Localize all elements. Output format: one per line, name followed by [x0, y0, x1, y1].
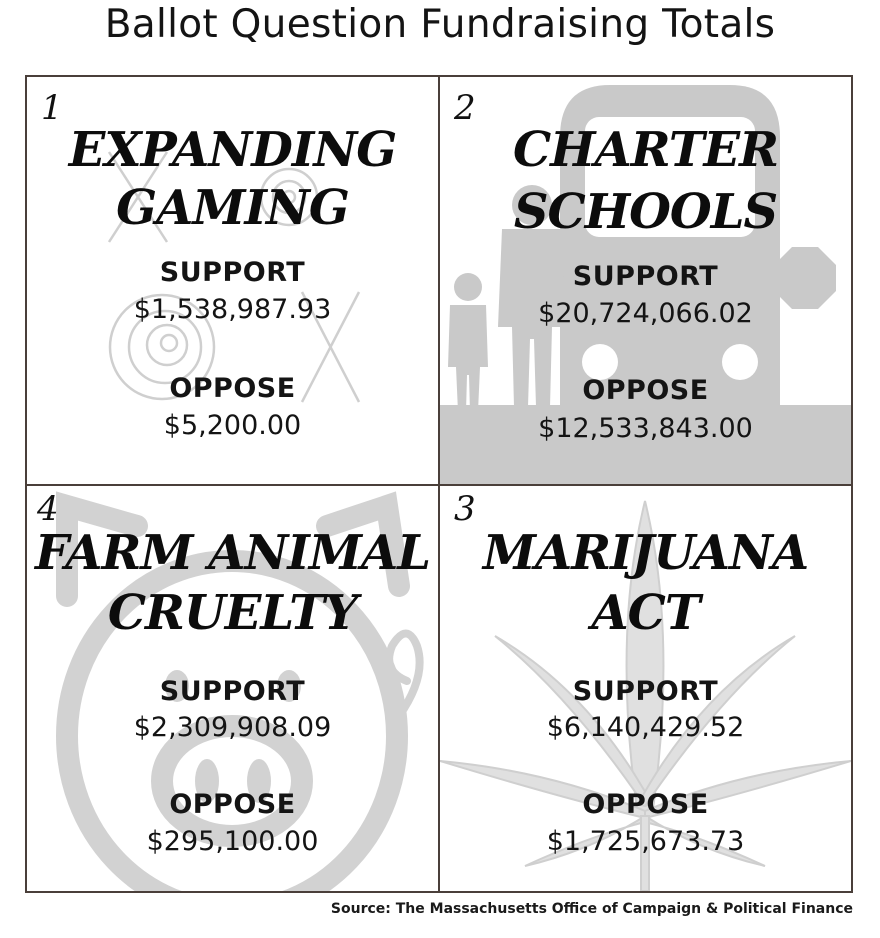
support-label: SUPPORT [159, 257, 306, 288]
oppose-amount: $5,200.00 [163, 410, 302, 441]
question-title-line1: MARIJUANA [482, 525, 809, 581]
oppose-label: OPPOSE [169, 373, 296, 404]
question-card-expanding-gaming [27, 77, 440, 486]
oppose-amount: $1,725,673.73 [546, 826, 745, 857]
support-amount: $6,140,429.52 [546, 712, 745, 743]
oppose-amount: $295,100.00 [146, 826, 319, 857]
support-label: SUPPORT [572, 261, 719, 292]
oppose-label: OPPOSE [582, 375, 709, 406]
oppose-amount: $12,533,843.00 [538, 413, 753, 444]
question-title-line1: CHARTER [512, 122, 779, 178]
question-card-charter-schools [440, 77, 851, 486]
question-card-farm-animal-cruelty [27, 486, 440, 891]
support-label: SUPPORT [159, 676, 306, 707]
question-title-line2: GAMING [116, 180, 349, 236]
question-title-line1: EXPANDING [68, 122, 397, 178]
question-title-line1: FARM ANIMAL [35, 525, 430, 581]
question-number: 4 [37, 489, 59, 529]
support-amount: $1,538,987.93 [133, 294, 332, 325]
question-number: 1 [41, 88, 63, 128]
question-title-line2: SCHOOLS [513, 184, 778, 240]
question-title-line2: CRUELTY [107, 585, 358, 641]
oppose-label: OPPOSE [582, 789, 709, 820]
question-title-line2: ACT [591, 585, 700, 641]
support-label: SUPPORT [572, 676, 719, 707]
question-card-marijuana-act [440, 486, 851, 891]
support-amount: $2,309,908.09 [133, 712, 332, 743]
source-caption: Source: The Massachusetts Office of Campaign & Political Finance [330, 901, 853, 917]
question-number: 3 [454, 489, 476, 529]
ballot-question-grid [25, 75, 853, 893]
oppose-label: OPPOSE [169, 789, 296, 820]
question-number: 2 [454, 88, 476, 128]
support-amount: $20,724,066.02 [538, 298, 753, 329]
page-title: Ballot Question Fundraising Totals [104, 2, 776, 47]
